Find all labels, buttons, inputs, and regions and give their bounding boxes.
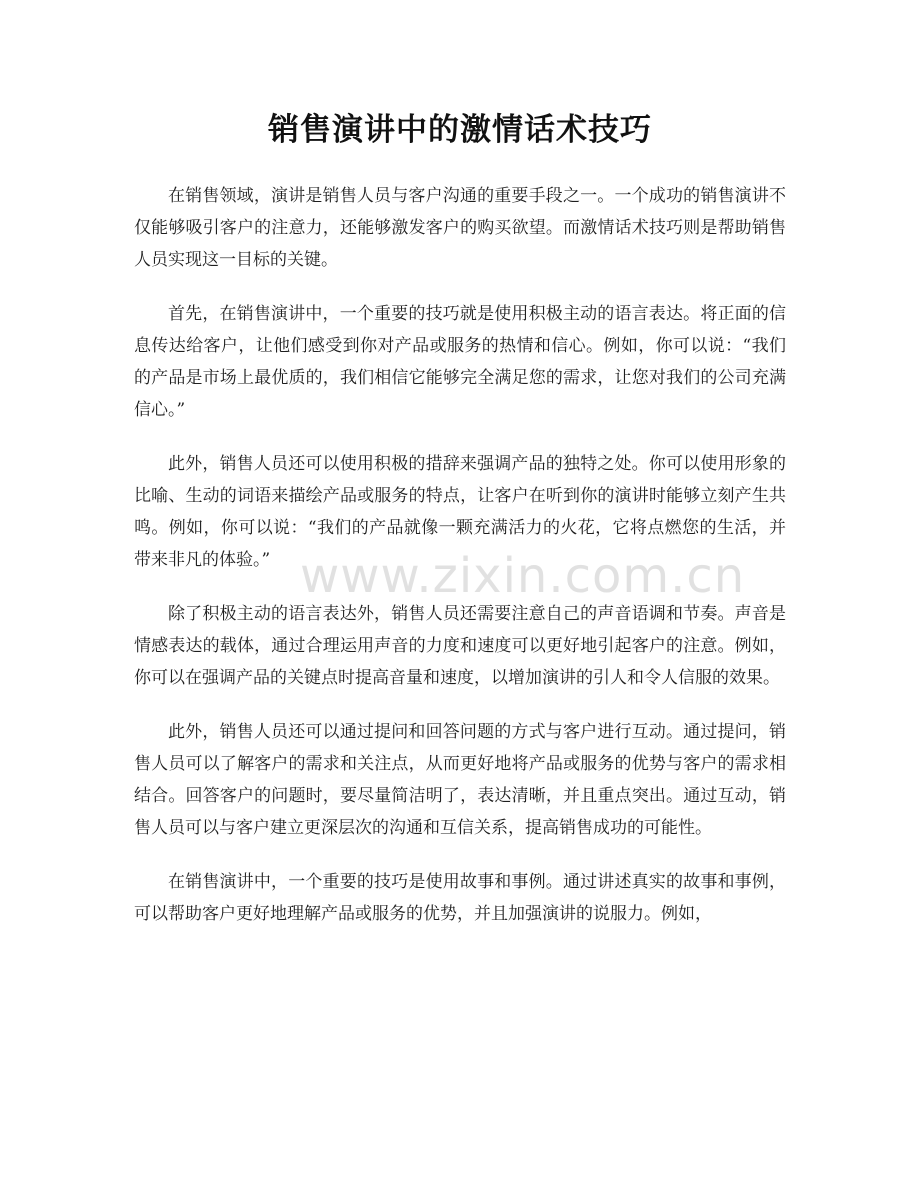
document-title: 销售演讲中的激情话术技巧 bbox=[268, 112, 652, 148]
paragraph: 在销售演讲中，一个重要的技巧是使用故事和事例。通过讲述真实的故事和事例，可以帮助客户更好地理解产品或服务的优势，并且加强演讲的说服力。例如， bbox=[134, 872, 786, 924]
paragraph: 此外，销售人员还可以通过提问和回答问题的方式与客户进行互动。通过提问，销售人员可以了解客户的需求和关注点，从而更好地将产品或服务的优势与客户的需求相结合。回答客户的问题时，要尽量简洁明了，表达清晰，并且重点突出。通过互动，销售人员可以与客户建立更深层次的沟通和互信关系，提高销售成功的可能性。 bbox=[134, 722, 786, 838]
watermark: www.zixin.com.cn bbox=[300, 548, 746, 604]
document-body bbox=[134, 180, 786, 952]
paragraph: 除了积极主动的语言表达外，销售人员还需要注意自己的声音语调和节奏。声音是情感表达的载体，通过合理运用声音的力度和速度可以更好地引起客户的注意。例如，你可以在强调产品的关键点时提高音量和速度，以增加演讲的引人和令人信服的效果。 bbox=[134, 604, 786, 688]
paragraph: 首先，在销售演讲中，一个重要的技巧就是使用积极主动的语言表达。将正面的信息传达给客户，让他们感受到你对产品或服务的热情和信心。例如，你可以说：“我们的产品是市场上最优质的，我们相信它能够完全满足您的需求，让您对我们的公司充满信心。” bbox=[134, 304, 786, 420]
paragraph: 此外，销售人员还可以使用积极的措辞来强调产品的独特之处。你可以使用形象的比喻、生动的词语来描绘产品或服务的特点，让客户在听到你的演讲时能够立刻产生共鸣。例如，你可以说：“我们的产品就像一颗充满活力的火花，它将点燃您的生活，并带来非凡的体验。” bbox=[134, 454, 786, 570]
paragraph: 在销售领域，演讲是销售人员与客户沟通的重要手段之一。一个成功的销售演讲不仅能够吸引客户的注意力，还能够激发客户的购买欲望。而激情话术技巧则是帮助销售人员实现这一目标的关键。 bbox=[134, 186, 786, 270]
